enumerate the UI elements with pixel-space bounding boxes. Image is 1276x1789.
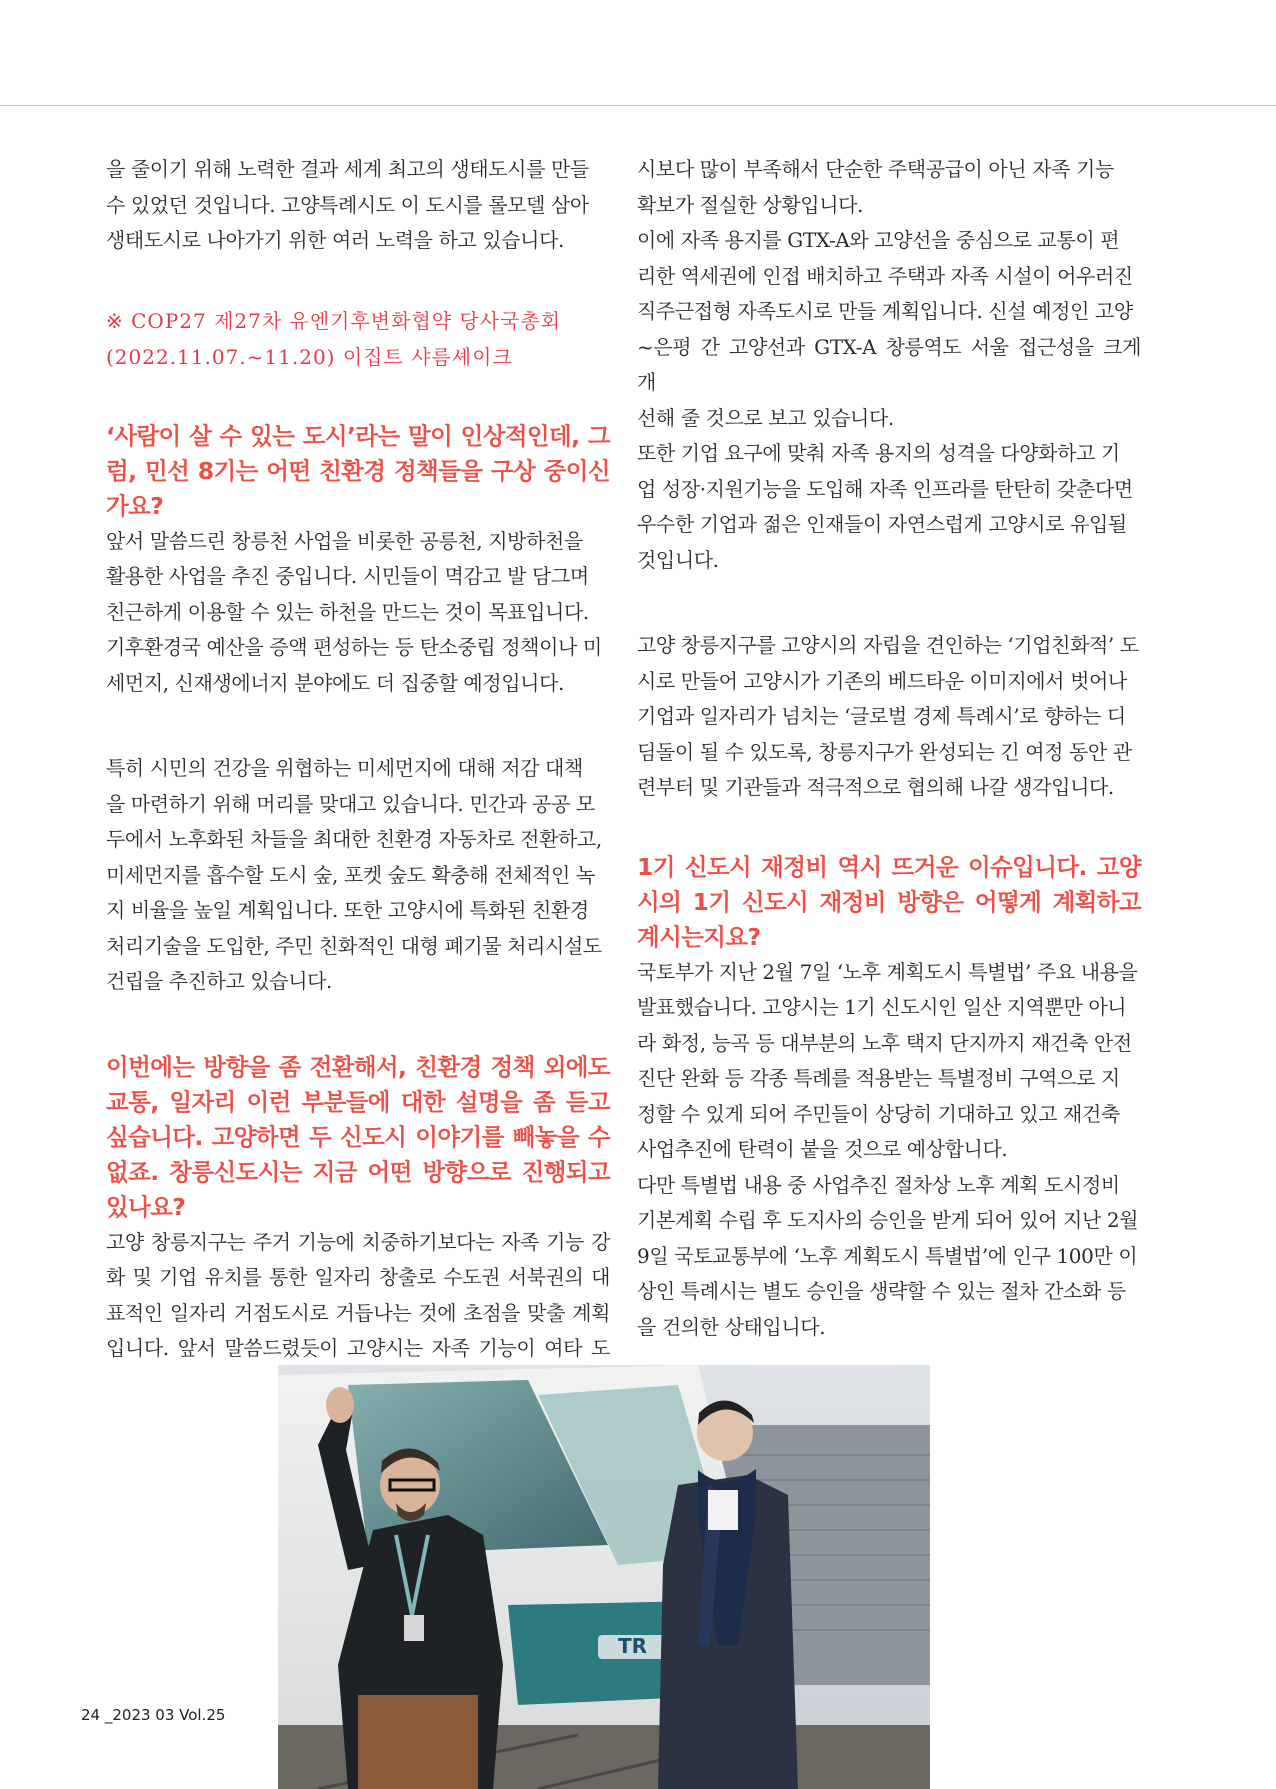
- text-line: 이에 자족 용지를 GTX-A와 고양선을 중심으로 교통이 편: [637, 228, 1120, 252]
- text-line: 시의 1기 신도시 재정비 방향은 어떻게 계획하고: [637, 887, 1141, 916]
- cop27-note: [106, 303, 610, 375]
- text-line: 사업추진에 탄력이 붙을 것으로 예상합니다.: [637, 1137, 1008, 1161]
- text-line: 기업과 일자리가 넘치는 ‘글로벌 경제 특례시’로 향하는 디: [637, 704, 1126, 728]
- text-line: 시보다 많이 부족해서 단순한 주택공급이 아닌 자족 기능: [637, 157, 1114, 181]
- text-line: 화 및 기업 유치를 통한 일자리 창출로 수도권 서북권의 대: [106, 1265, 610, 1289]
- text-line: 직주근접형 자족도시로 만들 계획입니다. 신설 예정인 고양: [637, 299, 1133, 323]
- text-line: 발표했습니다. 고양시는 1기 신도시인 일산 지역뿐만 아니: [637, 995, 1127, 1019]
- text-line: 리한 역세권에 인접 배치하고 주택과 자족 시설이 어우러진: [637, 263, 1133, 288]
- text-line: 입니다. 앞서 말씀드렸듯이 고양시는 자족 기능이 여타 도: [106, 1336, 610, 1360]
- text-line: 계시는지요?: [637, 922, 761, 951]
- right-column: [637, 152, 1141, 1345]
- right-paragraph-1: [637, 152, 1141, 223]
- text-line: 표적인 일자리 거점도시로 거듭나는 것에 초점을 맞출 계획: [106, 1300, 610, 1325]
- text-line: 확보가 절실한 상황입니다.: [637, 192, 863, 217]
- text-line: 또한 기업 요구에 맞춰 자족 용지의 성격을 다양화하고 기: [637, 441, 1120, 465]
- right-paragraph-6: [637, 1168, 1141, 1346]
- text-line: 특히 시민의 건강을 위협하는 미세먼지에 대해 저감 대책: [106, 756, 583, 780]
- text-line: ※ COP27 제27차 유엔기후변화협약 당사국총회: [106, 308, 562, 333]
- right-paragraph-2: [637, 223, 1141, 436]
- text-line: 교통, 일자리 이런 부분들에 대한 설명을 좀 듣고: [106, 1087, 610, 1116]
- right-paragraph-5: [637, 955, 1141, 1168]
- left-paragraph-1: [106, 152, 610, 259]
- text-line: 고양 창릉지구를 고양시의 자립을 견인하는 ‘기업친화적’ 도: [637, 633, 1139, 657]
- text-line: 두에서 노후화된 차들을 최대한 친환경 자동차로 전환하고,: [106, 827, 602, 851]
- text-line: (2022.11.07.~11.20) 이집트 샤름셰이크: [106, 344, 513, 369]
- question-1: [106, 419, 610, 524]
- text-line: 수 있었던 것입니다. 고양특례시도 이 도시를 롤모델 삼아: [106, 192, 589, 217]
- text-line: 미세먼지를 흡수할 도시 숲, 포켓 숲도 확충해 전체적인 녹: [106, 862, 595, 887]
- text-line: ~은평 간 고양선과 GTX-A 창릉역도 서울 접근성을 크게 개: [637, 334, 1141, 394]
- text-line: 정할 수 있게 되어 주민들이 상당히 기대하고 있고 재건축: [637, 1101, 1120, 1126]
- text-line: 진단 완화 등 각종 특례를 적용받는 특별정비 구역으로 지: [637, 1066, 1120, 1090]
- left-column: [106, 152, 610, 1367]
- text-line: 친근하게 이용할 수 있는 하천을 만드는 것이 목표입니다.: [106, 599, 589, 624]
- text-line: 다만 특별법 내용 중 사업추진 절차상 노후 계획 도시정비: [637, 1172, 1120, 1197]
- text-line: 싶습니다. 고양하면 두 신도시 이야기를 빼놓을 수: [106, 1122, 610, 1151]
- text-line: 없죠. 창릉신도시는 지금 어떤 방향으로 진행되고: [106, 1157, 610, 1186]
- text-line: 우수한 기업과 젊은 인재들이 자연스럽게 고양시로 유입될: [637, 512, 1127, 536]
- text-line: ‘사람이 살 수 있는 도시’라는 말이 인상적인데, 그: [106, 421, 610, 450]
- text-line: 이번에는 방향을 좀 전환해서, 친환경 정책 외에도: [106, 1052, 610, 1081]
- text-line: 련부터 및 기관들과 적극적으로 협의해 나갈 생각입니다.: [637, 775, 1114, 799]
- text-line: 것입니다.: [637, 547, 719, 572]
- text-line: 세먼지, 신재생에너지 분야에도 더 집중할 예정입니다.: [106, 670, 564, 695]
- text-line: 국토부가 지난 2월 7일 ‘노후 계획도시 특별법’ 주요 내용을: [637, 959, 1138, 984]
- text-line: 처리기술을 도입한, 주민 친화적인 대형 폐기물 처리시설도: [106, 933, 602, 958]
- text-line: 고양 창릉지구는 주거 기능에 치중하기보다는 자족 기능 강: [106, 1229, 610, 1254]
- text-line: 기본계획 수립 후 도지사의 승인을 받게 되어 있어 지난 2월: [637, 1208, 1139, 1232]
- text-line: 선해 줄 것으로 보고 있습니다.: [637, 405, 894, 430]
- left-paragraph-2: [106, 524, 610, 702]
- text-line: 1기 신도시 재정비 역시 뜨거운 이슈입니다. 고양: [637, 852, 1141, 881]
- text-line: 앞서 말씀드린 창릉천 사업을 비롯한 공릉천, 지방하천을: [106, 528, 583, 553]
- text-line: 건립을 추진하고 있습니다.: [106, 969, 332, 993]
- text-line: 기후환경국 예산을 증액 편성하는 등 탄소중립 정책이나 미: [106, 635, 602, 659]
- text-line: 상인 특례시는 별도 승인을 생략할 수 있는 절차 간소화 등: [637, 1279, 1126, 1303]
- right-paragraph-4: [637, 628, 1141, 806]
- question-3: [637, 850, 1141, 955]
- left-paragraph-4: [106, 1225, 610, 1367]
- left-paragraph-3: [106, 751, 610, 1000]
- text-line: 가요?: [106, 491, 164, 520]
- tram-photo: [278, 1365, 930, 1789]
- header-rule: [0, 105, 1276, 106]
- text-line: 생태도시로 나아가기 위한 여러 노력을 하고 있습니다.: [106, 228, 564, 252]
- question-2: [106, 1050, 610, 1225]
- page-folio: 24 _2023 03 Vol.25: [81, 1706, 226, 1724]
- text-line: 9일 국토교통부에 ‘노후 계획도시 특별법’에 인구 100만 이: [637, 1243, 1138, 1268]
- text-line: 있나요?: [106, 1192, 186, 1221]
- text-line: 업 성장·지원기능을 도입해 자족 인프라를 탄탄히 갖춘다면: [637, 476, 1133, 501]
- text-line: 을 건의한 상태입니다.: [637, 1314, 826, 1339]
- text-line: 을 마련하기 위해 머리를 맞대고 있습니다. 민간과 공공 모: [106, 791, 595, 816]
- text-line: 활용한 사업을 추진 중입니다. 시민들이 멱감고 발 담그며: [106, 564, 589, 588]
- tram-photo-illustration: [278, 1365, 930, 1789]
- text-line: 지 비율을 높일 계획입니다. 또한 고양시에 특화된 친환경: [106, 898, 589, 922]
- text-line: 을 줄이기 위해 노력한 결과 세계 최고의 생태도시를 만들: [106, 157, 589, 181]
- text-line: 라 화정, 능곡 등 대부분의 노후 택지 단지까지 재건축 안전: [637, 1030, 1132, 1055]
- text-line: 딤돌이 될 수 있도록, 창릉지구가 완성되는 긴 여정 동안 관: [637, 739, 1132, 764]
- text-line: 럼, 민선 8기는 어떤 친환경 정책들을 구상 중이신: [106, 456, 610, 485]
- right-paragraph-3: [637, 436, 1141, 578]
- text-line: 시로 만들어 고양시가 기존의 베드타운 이미지에서 벗어나: [637, 668, 1127, 693]
- tram-logo-text: TR: [618, 1634, 648, 1658]
